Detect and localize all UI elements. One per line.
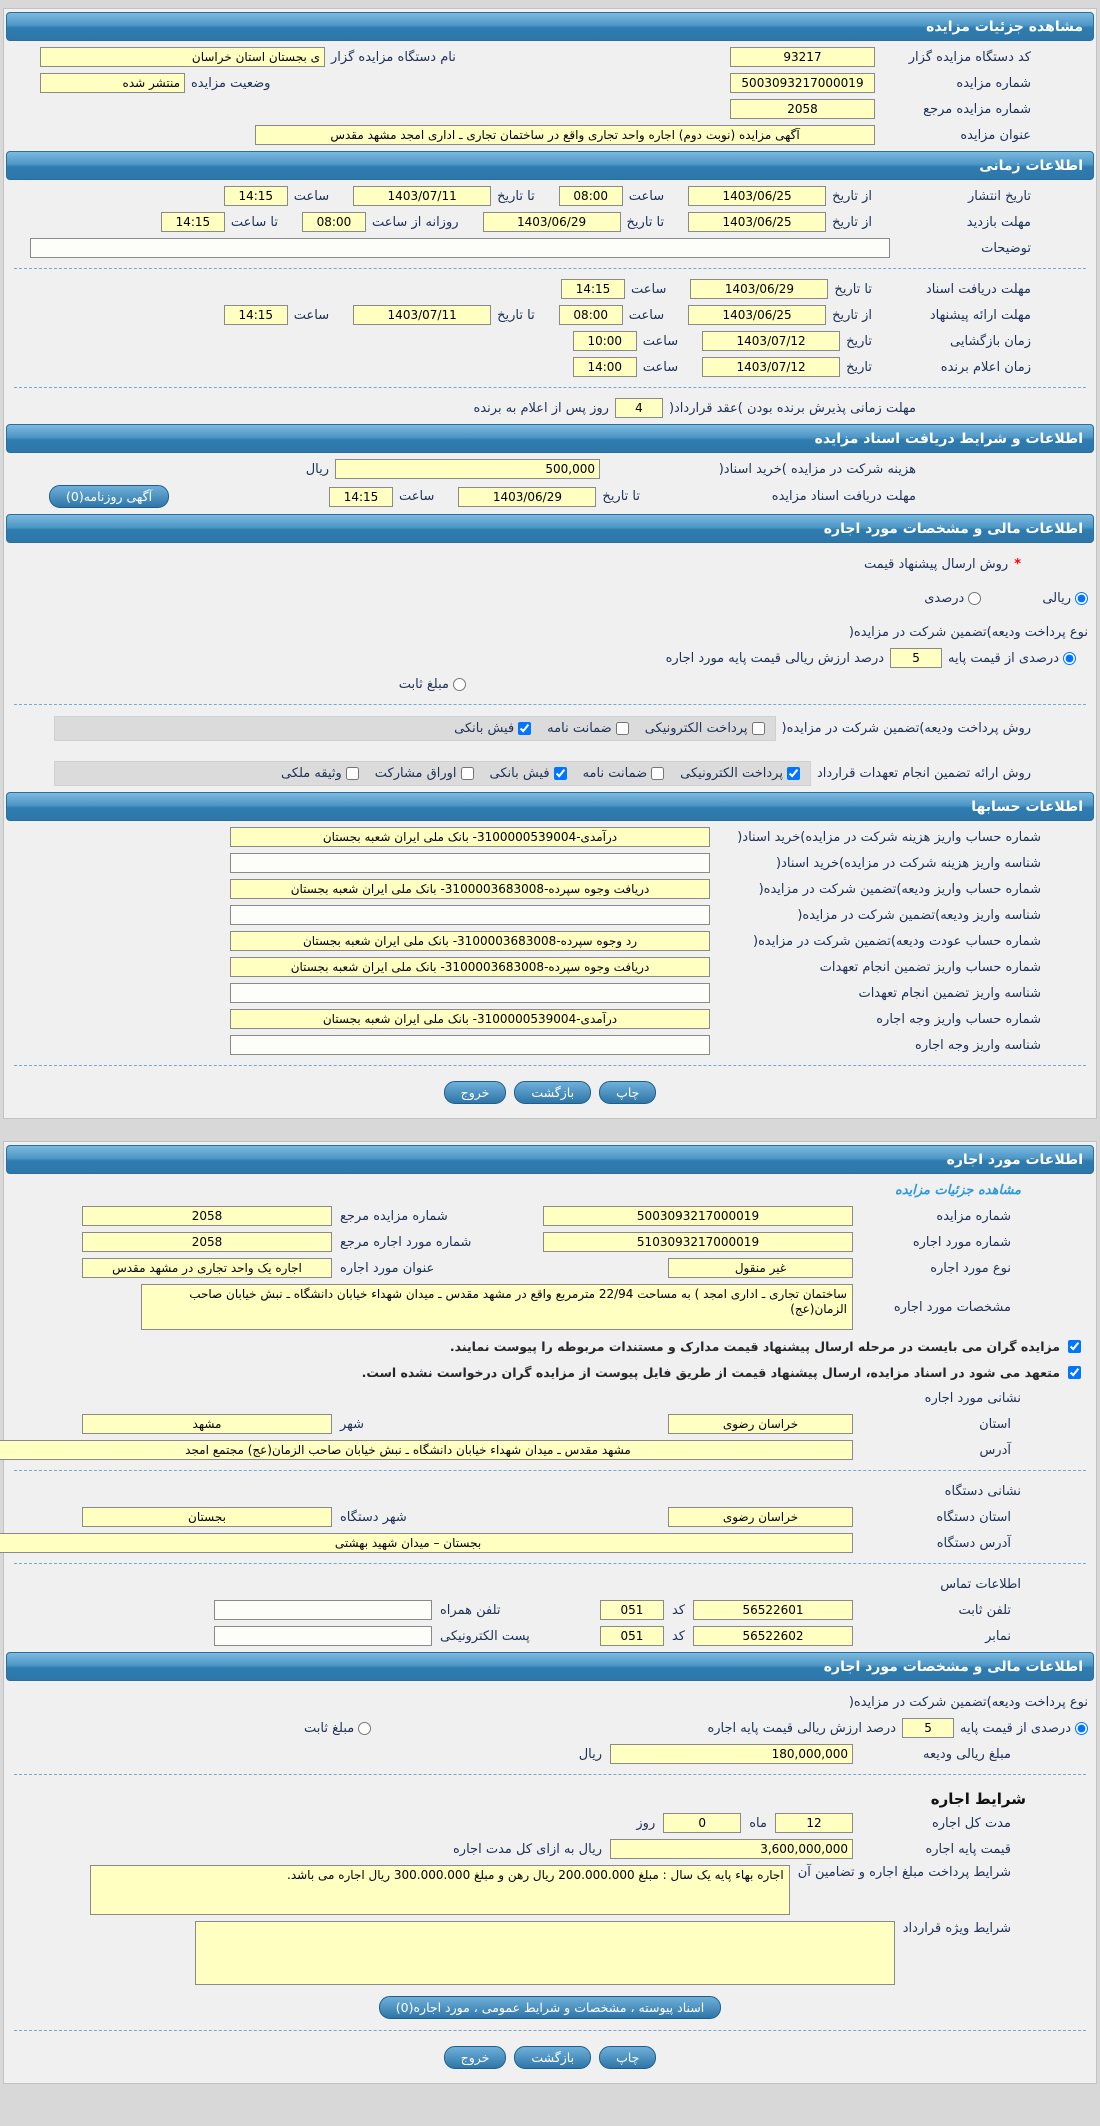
percent-of-base-option[interactable] <box>948 651 1076 666</box>
time-label: ساعت <box>293 307 330 323</box>
time-label: ساعت <box>293 188 330 204</box>
publish-from-date-field[interactable]: 1403/06/25 <box>688 186 826 206</box>
rental-auction-ref-field[interactable]: 2058 <box>82 1206 332 1226</box>
form-row <box>4 122 1096 148</box>
participation-fee-field[interactable]: 500,000 <box>335 459 600 479</box>
visit-daily-from-field[interactable]: 08:00 <box>302 212 366 232</box>
item-description-textarea[interactable]: ساختمان تجاری ـ اداری امجد ) به مساحت 22/94 مترمربع واقع در مشهد مقدس ـ میدان شهداء خیابان دانشگاه ـ نبش خیابان صاحب الزمان(عج) <box>141 1284 853 1330</box>
account-row <box>4 980 1096 1006</box>
form-row <box>4 1623 1096 1649</box>
agency-code-field[interactable]: 93217 <box>730 47 875 67</box>
form-row <box>4 302 1096 328</box>
obligation-method-options <box>54 761 811 786</box>
form-row <box>4 44 1096 70</box>
from-date-label: از تاریخ <box>832 188 872 204</box>
doc-deadline-label: مهلت دریافت اسناد <box>925 281 1031 297</box>
account-value-field[interactable]: درآمدی-3100000539004- بانک ملی ایران شعبه بجستان <box>230 827 710 847</box>
item-description-label: مشخصات مورد اجاره <box>893 1299 1011 1315</box>
guarantee-letter-label: ضمانت نامه <box>547 721 612 736</box>
attachments-button[interactable]: اسناد پیوسته ، مشخصات و شرایط عمومی ، مورد اجاره(0) <box>379 1996 721 2019</box>
account-value-field[interactable] <box>230 983 710 1003</box>
deposit-method-options <box>54 716 776 741</box>
form-row <box>4 70 1096 96</box>
form-row <box>4 209 1096 235</box>
offer-from-time-field[interactable]: 08:00 <box>559 305 623 325</box>
rental-terms-title: شرایط اجاره <box>930 1790 1026 1808</box>
participation-bonds-label: اوراق مشارکت <box>374 766 457 781</box>
doc-deadline-date-field[interactable]: 1403/06/29 <box>690 279 828 299</box>
account-row <box>4 1032 1096 1058</box>
form-row <box>4 1836 1096 1862</box>
mobile-field[interactable] <box>214 1600 432 1620</box>
account-row <box>4 928 1096 954</box>
form-row <box>4 276 1096 302</box>
print-button[interactable]: چاپ <box>599 1081 656 1104</box>
form-row <box>4 1177 1096 1203</box>
base-price-field[interactable]: 3,600,000,000 <box>610 1839 853 1859</box>
deposit-percent-field[interactable]: 5 <box>890 648 942 668</box>
opening-date-field[interactable]: 1403/07/12 <box>702 331 840 351</box>
percent-of-base-label-2: درصدی از قیمت پایه <box>960 1720 1071 1736</box>
to-date-label: تا تاریخ <box>834 281 872 297</box>
publish-to-time-field[interactable]: 14:15 <box>224 186 288 206</box>
obligation-electronic-checkbox[interactable] <box>787 767 800 780</box>
percent-radio[interactable] <box>968 592 981 605</box>
email-label: پست الکترونیکی <box>440 1628 530 1644</box>
exit-button[interactable]: خروج <box>444 1081 507 1104</box>
time-label: ساعت <box>628 188 665 204</box>
form-row <box>4 1411 1096 1437</box>
no-attach-required-checkbox[interactable] <box>1068 1366 1081 1379</box>
form-row <box>4 1437 1096 1463</box>
guarantee-letter-label: ضمانت نامه <box>582 766 648 781</box>
view-auction-details-link[interactable]: مشاهده جزئیات مزایده <box>894 1182 1021 1198</box>
visit-from-date-field[interactable]: 1403/06/25 <box>688 212 826 232</box>
deposit-percent-field-2[interactable]: 5 <box>902 1718 954 1738</box>
section-header-financial-info: اطلاعات مالی و مشخصات مورد اجاره <box>6 514 1094 543</box>
visit-to-date-field[interactable]: 1403/06/29 <box>483 212 621 232</box>
form-row <box>4 1478 1096 1504</box>
fixed-amount-label-2: مبلغ ثابت <box>304 1720 355 1736</box>
fax-field[interactable]: 56522602 <box>693 1626 853 1646</box>
dashed-separator <box>14 1065 1086 1066</box>
obligation-guarantee-checkbox[interactable] <box>651 767 664 780</box>
rial-label: ریال <box>578 1746 602 1762</box>
province-field[interactable]: خراسان رضوی <box>668 1414 853 1434</box>
offer-to-time-field[interactable]: 14:15 <box>224 305 288 325</box>
agency-province-label: استان دستگاه <box>936 1509 1011 1525</box>
account-value-field[interactable] <box>230 1035 710 1055</box>
special-terms-label: شرایط ویژه قرارداد <box>902 1921 1011 1936</box>
agency-name-label: نام دستگاه مزایده گزار <box>331 49 456 65</box>
deposit-amount-field[interactable]: 180,000,000 <box>610 1744 853 1764</box>
item-type-field[interactable]: غیر منقول <box>668 1258 853 1278</box>
newspaper-ads-button[interactable]: آگهی روزنامه(0) <box>49 485 169 508</box>
form-row <box>4 1741 1096 1767</box>
obligation-bonds-option[interactable] <box>375 766 474 781</box>
rental-auction-ref-label: شماره مزایده مرجع <box>340 1208 448 1224</box>
no-attach-required-note: متعهد می شود در اسناد مزایده، ارسال پیشنهاد قیمت از طریق فایل پیوست از مزایده گران درخواست نشده است. <box>361 1364 1060 1380</box>
dashed-separator <box>14 387 1086 388</box>
time-label: ساعت <box>399 489 435 504</box>
rental-auction-number-label: شماره مزایده <box>936 1208 1011 1224</box>
percent-of-base-option-2[interactable] <box>960 1721 1088 1736</box>
doc-receive-deadline-label: مهلت دریافت اسناد مزایده <box>771 489 916 504</box>
form-row <box>4 1504 1096 1530</box>
auction-title-field[interactable]: آگهی مزایده (نوبت دوم) اجاره واحد تجاری واقع در ساختمان تجاری ـ اداری امجد مشهد مقدس <box>255 125 875 145</box>
item-title-field[interactable]: اجاره یک واحد تجاری در مشهد مقدس <box>82 1258 332 1278</box>
dashed-separator <box>14 1563 1086 1564</box>
time-label: ساعت <box>642 359 679 375</box>
phone-label: تلفن ثابت <box>958 1602 1011 1618</box>
electronic-payment-label: پرداخت الکترونیکی <box>680 766 783 781</box>
deposit-guarantee-option[interactable] <box>547 721 629 736</box>
publish-date-label: تاریخ انتشار <box>968 188 1031 204</box>
deposit-guarantee-checkbox[interactable] <box>616 722 629 735</box>
account-value-field[interactable] <box>230 853 710 873</box>
form-row <box>4 1530 1096 1556</box>
auction-status-field[interactable]: منتشر شده <box>40 73 185 93</box>
agency-address-title: نشانی دستگاه <box>944 1483 1021 1499</box>
offer-deadline-label: مهلت ارائه پیشنهاد <box>929 307 1031 323</box>
account-label: شناسه واریز وجه اجاره <box>915 1037 1041 1053</box>
address-label: آدرس <box>979 1442 1011 1458</box>
time-label: ساعت <box>631 281 667 297</box>
publish-from-time-field[interactable]: 08:00 <box>559 186 623 206</box>
item-ref-label: شماره مورد اجاره مرجع <box>340 1234 472 1250</box>
form-row <box>4 585 1096 611</box>
form-row <box>4 456 1096 482</box>
duration-months-field[interactable]: 12 <box>775 1813 853 1833</box>
account-label: شماره حساب عودت ودیعه)تضمین شرکت در مزایده( <box>753 933 1041 949</box>
obligation-bank-slip-checkbox[interactable] <box>554 767 567 780</box>
item-type-label: نوع مورد اجاره <box>930 1260 1011 1276</box>
base-price-suffix: ریال به ازای کل مدت اجاره <box>453 1841 602 1857</box>
notes-field[interactable] <box>30 238 890 258</box>
attachments-button-row <box>4 1988 1096 2023</box>
base-price-label: قیمت پایه اجاره <box>925 1841 1011 1857</box>
rial-option[interactable] <box>1042 591 1088 606</box>
bank-slip-label: فیش بانکی <box>489 766 550 781</box>
fax-code-field[interactable]: 051 <box>600 1626 664 1646</box>
dashed-separator <box>14 2030 1086 2031</box>
month-label: ماه <box>749 1815 767 1831</box>
percent-of-base-radio-2[interactable] <box>1075 1722 1088 1735</box>
date-label: تاریخ <box>846 333 872 349</box>
item-address-title: نشانی مورد اجاره <box>924 1390 1021 1406</box>
to-date-label: تا تاریخ <box>602 489 640 504</box>
account-row <box>4 824 1096 850</box>
account-value-field[interactable] <box>230 905 710 925</box>
doc-receive-time-field[interactable]: 14:15 <box>329 487 393 507</box>
form-row <box>4 758 1096 789</box>
dashed-separator <box>14 1774 1086 1775</box>
city-label: شهر <box>340 1416 365 1432</box>
action-buttons <box>4 1073 1096 1108</box>
fixed-amount-radio-2[interactable] <box>358 1722 371 1735</box>
notes-label: توضیحات <box>981 240 1031 256</box>
date-label: تاریخ <box>846 359 872 375</box>
agency-province-field[interactable]: خراسان رضوی <box>668 1507 853 1527</box>
agency-name-field[interactable]: ی بجستان استان خراسان <box>40 47 325 67</box>
fixed-amount-option-2[interactable] <box>304 1721 371 1736</box>
form-row <box>4 235 1096 261</box>
to-date-label: تا تاریخ <box>626 214 665 230</box>
percent-option[interactable] <box>924 591 981 606</box>
opening-time-label: زمان بازگشایی <box>950 333 1031 349</box>
mobile-label: تلفن همراه <box>440 1602 501 1618</box>
deposit-amount-label: مبلغ ریالی ودیعه <box>923 1746 1011 1762</box>
item-number-field[interactable]: 5103093217000019 <box>543 1232 853 1252</box>
special-terms-textarea[interactable] <box>195 1921 895 1985</box>
form-row <box>4 1918 1096 1988</box>
item-title-label: عنوان مورد اجاره <box>340 1260 435 1276</box>
city-field[interactable]: مشهد <box>82 1414 332 1434</box>
account-value-field[interactable]: درآمدی-3100000539004- بانک ملی ایران شعبه بجستان <box>230 1009 710 1029</box>
item-ref-field[interactable]: 2058 <box>82 1232 332 1252</box>
auction-number-field[interactable]: 5003093217000019 <box>730 73 875 93</box>
form-row <box>4 1281 1096 1333</box>
fixed-amount-option[interactable] <box>399 677 466 692</box>
form-row <box>4 1597 1096 1623</box>
agency-address-label: آدرس دستگاه <box>936 1535 1011 1551</box>
day-label: روز <box>636 1815 656 1831</box>
dashed-separator <box>14 704 1086 705</box>
phone-code-field[interactable]: 051 <box>600 1600 664 1620</box>
auction-number-label: شماره مزایده <box>956 75 1031 91</box>
fixed-amount-label: مبلغ ثابت <box>398 676 449 692</box>
rial-radio[interactable] <box>1075 592 1088 605</box>
account-label: شناسه واریز تضمین انجام تعهدات <box>858 985 1041 1001</box>
form-row <box>4 1359 1096 1385</box>
form-row <box>4 645 1096 671</box>
obligation-bonds-checkbox[interactable] <box>461 767 474 780</box>
account-label: شماره حساب واریز هزینه شرکت در مزایده)خرید اسناد( <box>737 829 1041 845</box>
fixed-amount-radio[interactable] <box>453 678 466 691</box>
deposit-percent-suffix: درصد ارزش ریالی قیمت پایه مورد اجاره <box>665 650 885 666</box>
section-header-rental-item: اطلاعات مورد اجاره <box>6 1145 1094 1174</box>
form-row <box>4 1333 1096 1359</box>
total-duration-label: مدت کل اجاره <box>931 1815 1011 1831</box>
form-row <box>4 354 1096 380</box>
back-button[interactable]: بازگشت <box>514 2046 591 2069</box>
form-row <box>4 1810 1096 1836</box>
address-field[interactable]: مشهد مقدس ـ میدان شهداء خیابان دانشگاه ـ نبش خیابان صاحب الزمان(عج) مجتمع امجد <box>0 1440 853 1460</box>
participation-fee-label: هزینه شرکت در مزایده )خرید اسناد( <box>718 461 916 477</box>
form-row <box>4 1385 1096 1411</box>
deposit-percent-suffix-2: درصد ارزش ریالی قیمت پایه اجاره <box>707 1720 897 1736</box>
obligation-method-label: روش ارائه تضمین انجام تعهدات قرارداد <box>816 766 1031 781</box>
winner-time-field[interactable]: 14:00 <box>573 357 637 377</box>
doc-receive-date-field[interactable]: 1403/06/29 <box>458 487 596 507</box>
offer-to-date-field[interactable]: 1403/07/11 <box>353 305 491 325</box>
rental-auction-number-field[interactable]: 5003093217000019 <box>543 1206 853 1226</box>
reference-number-field[interactable]: 2058 <box>730 99 875 119</box>
account-label: شماره حساب واریز تضمین انجام تعهدات <box>819 959 1041 975</box>
area-code-label: کد <box>671 1602 685 1618</box>
form-row <box>4 619 1096 645</box>
deposit-electronic-checkbox[interactable] <box>752 722 765 735</box>
form-row <box>4 1203 1096 1229</box>
auction-status-label: وضعیت مزایده <box>191 75 271 91</box>
visit-deadline-label: مهلت بازدید <box>966 214 1031 230</box>
section-header-timing: اطلاعات زمانی <box>6 151 1094 180</box>
electronic-payment-label: پرداخت الکترونیکی <box>644 721 748 736</box>
agency-address-field[interactable]: بجستان – میدان شهید بهشتی <box>0 1533 853 1553</box>
form-row <box>4 183 1096 209</box>
deposit-electronic-option[interactable] <box>645 721 765 736</box>
publish-to-date-field[interactable]: 1403/07/11 <box>353 186 491 206</box>
exit-button[interactable]: خروج <box>444 2046 507 2069</box>
obligation-electronic-option[interactable] <box>680 766 800 781</box>
offer-from-date-field[interactable]: 1403/06/25 <box>688 305 826 325</box>
agency-code-label: کد دستگاه مزایده گزار <box>908 49 1031 65</box>
account-label: شماره حساب واریز وجه اجاره <box>876 1011 1041 1027</box>
fax-label: نمابر <box>985 1628 1011 1644</box>
email-field[interactable] <box>214 1626 432 1646</box>
account-value-field[interactable]: دریافت وجوه سپرده-3100003683008- بانک ملی ایران شعبه بجستان <box>230 957 710 977</box>
form-row <box>4 395 1096 421</box>
form-row <box>4 328 1096 354</box>
section-header-auction-details: مشاهده جزئیات مزایده <box>6 12 1094 41</box>
section-header-financial-info-2: اطلاعات مالی و مشخصات مورد اجاره <box>6 1652 1094 1681</box>
account-row <box>4 850 1096 876</box>
rial-label: ریال <box>305 461 329 477</box>
action-buttons <box>4 2038 1096 2073</box>
accept-days-field[interactable]: 4 <box>615 398 663 418</box>
print-button[interactable]: چاپ <box>599 2046 656 2069</box>
auction-title-label: عنوان مزایده <box>960 127 1031 143</box>
bank-slip-label: فیش بانکی <box>454 721 515 736</box>
to-date-label: تا تاریخ <box>497 188 535 204</box>
form-row <box>4 96 1096 122</box>
account-value-field[interactable]: رد وجوه سپرده-3100003683008- بانک ملی ایران شعبه بجستان <box>230 931 710 951</box>
item-number-label: شماره مورد اجاره <box>912 1234 1011 1250</box>
dashed-separator <box>14 1470 1086 1471</box>
form-row <box>4 1255 1096 1281</box>
dashed-separator <box>14 268 1086 269</box>
reference-number-label: شماره مزایده مرجع <box>923 101 1031 117</box>
form-row <box>4 1715 1096 1741</box>
contact-info-title: اطلاعات تماس <box>940 1576 1021 1592</box>
account-row <box>4 954 1096 980</box>
time-label: ساعت <box>642 333 679 349</box>
account-row <box>4 902 1096 928</box>
payment-terms-label: شرایط پرداخت مبلغ اجاره و تضامین آن <box>797 1865 1011 1880</box>
obligation-collateral-checkbox[interactable] <box>346 767 359 780</box>
auction-details-panel <box>3 8 1097 1119</box>
account-row <box>4 1006 1096 1032</box>
obligation-guarantee-option[interactable] <box>583 766 665 781</box>
deposit-bank-slip-checkbox[interactable] <box>518 722 531 735</box>
area-code-label: کد <box>671 1628 685 1644</box>
from-date-label: از تاریخ <box>832 214 872 230</box>
duration-days-field[interactable]: 0 <box>663 1813 741 1833</box>
deposit-method-label: روش پرداخت ودیعه)تضمین شرکت در مزایده( <box>781 721 1031 736</box>
form-row <box>4 713 1096 744</box>
attach-docs-note: مزایده گران می بایست در مرحله ارسال پیشنهاد قیمت مدارک و مستندات مربوطه را پیوست نمایند. <box>449 1338 1060 1354</box>
section-header-accounts: اطلاعات حسابها <box>6 792 1094 821</box>
form-row <box>4 671 1096 697</box>
required-asterisk: * <box>1014 556 1021 572</box>
from-date-label: از تاریخ <box>832 307 872 323</box>
accept-deadline-suffix: روز پس از اعلام به برنده <box>473 400 609 416</box>
property-collateral-label: وثیقه ملکی <box>280 766 342 781</box>
form-row <box>4 1689 1096 1715</box>
percent-option-label: درصدی <box>924 590 965 606</box>
opening-time-field[interactable]: 10:00 <box>573 331 637 351</box>
deposit-bank-slip-option[interactable] <box>454 721 531 736</box>
winner-date-field[interactable]: 1403/07/12 <box>702 357 840 377</box>
account-value-field[interactable]: دریافت وجوه سپرده-3100003683008- بانک ملی ایران شعبه بجستان <box>230 879 710 899</box>
account-label: شناسه واریز هزینه شرکت در مزایده)خرید اسناد( <box>776 855 1041 871</box>
obligation-bank-slip-option[interactable] <box>490 766 567 781</box>
agency-city-field[interactable]: بجستان <box>82 1507 332 1527</box>
to-time-label: تا ساعت <box>230 214 278 230</box>
account-label: شناسه واریز ودیعه)تضمین شرکت در مزایده( <box>797 907 1041 923</box>
to-date-label: تا تاریخ <box>497 307 535 323</box>
rental-item-panel <box>3 1141 1097 2084</box>
account-label: شماره حساب واریز ودیعه)تضمین شرکت در مزایده( <box>758 881 1041 897</box>
obligation-collateral-option[interactable] <box>281 766 359 781</box>
price-method-label: روش ارسال پیشنهاد قیمت <box>863 556 1009 572</box>
agency-city-label: شهر دستگاه <box>340 1509 407 1525</box>
form-row <box>4 551 1096 577</box>
daily-from-time-label: روزانه از ساعت <box>371 214 459 230</box>
visit-daily-to-field[interactable]: 14:15 <box>161 212 225 232</box>
winner-announce-label: زمان اعلام برنده <box>940 359 1031 375</box>
deposit-type-label-2: نوع پرداخت ودیعه)تضمین شرکت در مزایده( <box>848 1694 1088 1710</box>
payment-terms-textarea[interactable]: اجاره بهاء پایه یک سال : مبلغ 200.000.000 ریال رهن و مبلغ 300.000.000 ریال اجاره می باشد. <box>90 1865 790 1915</box>
form-row <box>4 1862 1096 1918</box>
form-row <box>4 482 1096 511</box>
accept-deadline-label: مهلت زمانی پذیرش برنده بودن )عقد قرارداد( <box>668 400 916 416</box>
phone-field[interactable]: 56522601 <box>693 1600 853 1620</box>
deposit-type-label: نوع پرداخت ودیعه)تضمین شرکت در مزایده( <box>848 624 1088 640</box>
province-label: استان <box>979 1416 1011 1432</box>
percent-of-base-label: درصدی از قیمت پایه <box>948 650 1059 666</box>
rial-option-label: ریالی <box>1042 590 1071 606</box>
account-row <box>4 876 1096 902</box>
doc-deadline-time-field[interactable]: 14:15 <box>561 279 625 299</box>
form-row <box>4 1571 1096 1597</box>
form-row <box>4 1229 1096 1255</box>
time-label: ساعت <box>628 307 665 323</box>
percent-of-base-radio[interactable] <box>1063 652 1076 665</box>
section-header-document-terms: اطلاعات و شرایط دریافت اسناد مزایده <box>6 424 1094 453</box>
attach-docs-checkbox[interactable] <box>1068 1340 1081 1353</box>
back-button[interactable]: بازگشت <box>514 1081 591 1104</box>
